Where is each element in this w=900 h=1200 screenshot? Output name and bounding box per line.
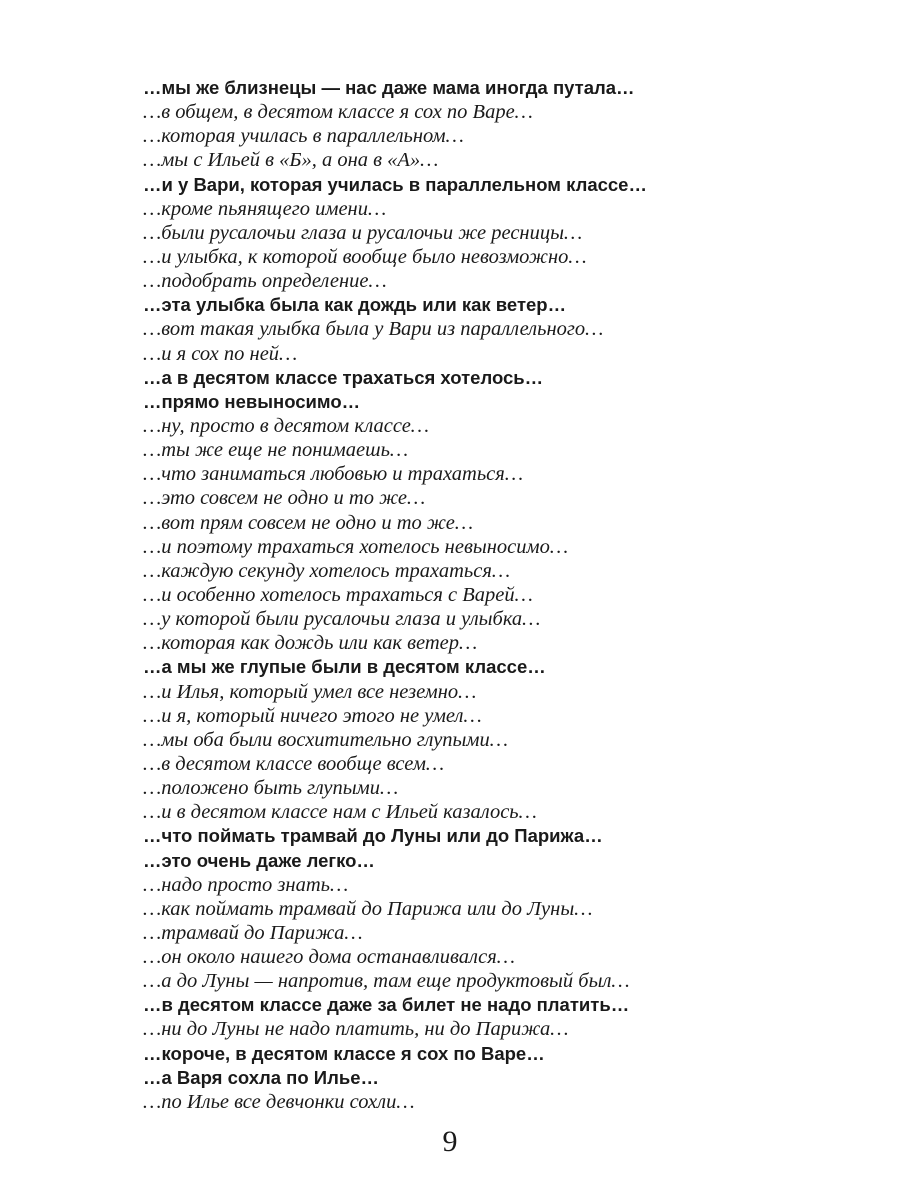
text-line: …и я, который ничего этого не умел… — [143, 704, 482, 727]
text-line: …эта улыбка была как дождь или как ветер… — [143, 294, 567, 316]
text-line: …ты же еще не понимаешь… — [143, 439, 409, 462]
text-line: …и улыбка, к которой вообще было невозможно… — [143, 245, 587, 268]
text-line: …и я сох по ней… — [143, 342, 298, 365]
text-line: …и в десятом классе нам с Ильей казалось… — [143, 801, 537, 824]
text-line: …ну, просто в десятом классе… — [143, 414, 430, 437]
text-line: …вот такая улыбка была у Вари из параллельного… — [143, 318, 604, 341]
text-line: …были русалочьи глаза и русалочьи же ресницы… — [143, 221, 583, 244]
body-text — [143, 76, 843, 1114]
text-line: …а до Луны — напротив, там еще продуктовый был… — [143, 970, 630, 993]
text-line: …положено быть глупыми… — [143, 777, 399, 800]
text-line: …у которой были русалочьи глаза и улыбка… — [143, 608, 541, 631]
text-line: …и особенно хотелось трахаться с Варей… — [143, 583, 533, 606]
text-line: …мы оба были восхитительно глупыми… — [143, 728, 508, 751]
text-line: …что заниматься любовью и трахаться… — [143, 463, 524, 486]
text-line: …в десятом классе даже за билет не надо платить… — [143, 994, 630, 1016]
text-line: …кроме пьянящего имени… — [143, 197, 387, 220]
text-line: …и поэтому трахаться хотелось невыносимо… — [143, 535, 569, 558]
page-number: 9 — [442, 1125, 458, 1158]
text-line: …в десятом классе вообще всем… — [143, 752, 445, 775]
text-line: …как поймать трамвай до Парижа или до Луны… — [143, 897, 593, 920]
text-line: …он около нашего дома останавливался… — [143, 946, 516, 969]
text-line: …подобрать определение… — [143, 270, 387, 293]
text-line: …надо просто знать… — [143, 873, 349, 896]
text-line: …которая училась в параллельном… — [143, 125, 464, 148]
text-line: …это совсем не одно и то же… — [143, 487, 426, 510]
text-line: …трамвай до Парижа… — [143, 921, 363, 944]
text-line: …ни до Луны не надо платить, ни до Парижа… — [143, 1018, 569, 1041]
text-line: …в общем, в десятом классе я сох по Варе… — [143, 101, 533, 124]
text-line: …каждую секунду хотелось трахаться… — [143, 559, 511, 582]
text-line: …а в десятом классе трахаться хотелось… — [143, 366, 544, 388]
text-line: …мы же близнецы — нас даже мама иногда путала… — [143, 77, 635, 98]
text-line: …это очень даже легко… — [143, 849, 375, 871]
text-line: …а мы же глупые были в десятом классе… — [143, 656, 546, 678]
text-line: …мы с Ильей в «Б», а она в «А»… — [143, 149, 439, 172]
text-line: …и Илья, который умел все неземно… — [143, 680, 477, 703]
text-line: …прямо невыносимо… — [143, 390, 361, 412]
text-line: …что поймать трамвай до Луны или до Парижа… — [143, 825, 603, 847]
text-line: …а Варя сохла по Илье… — [143, 1066, 379, 1088]
text-line: …которая как дождь или как ветер… — [143, 632, 478, 655]
text-line: …короче, в десятом классе я сох по Варе… — [143, 1042, 545, 1064]
text-line: …и у Вари, которая училась в параллельном классе… — [143, 173, 647, 195]
text-line: …по Илье все девчонки сохли… — [143, 1090, 415, 1113]
text-line: …вот прям совсем не одно и то же… — [143, 511, 474, 534]
